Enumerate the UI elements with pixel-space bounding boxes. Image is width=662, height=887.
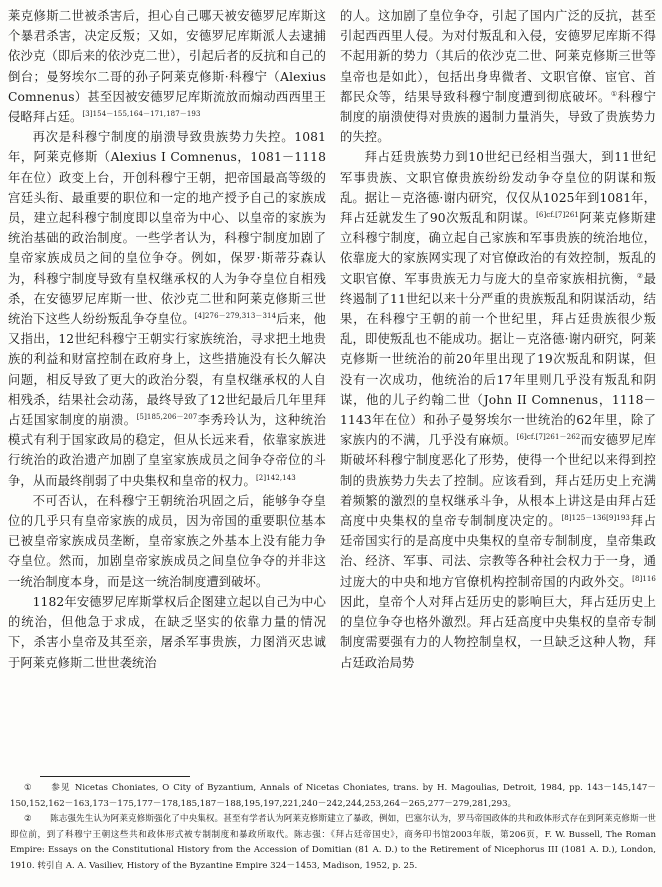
paragraph-text: 拜占廷帝国实行的是高度中央集权的皇帝专制制度，皇帝集政治、经济、军事、司法、宗教等各种社会权力于一身，通过庞大的中央和地方官僚机构控制帝国的内政外交。 [340,514,657,589]
footnote-mark: ① [24,783,32,793]
footnote-ref[interactable]: ② [636,271,644,280]
citation-mark: [3]154－155,164－171,187－193 [82,110,201,119]
paragraph-text: 的人。这加剧了皇位争夺，引起了国内广泛的反抗，甚至引起西西里人侵。为对付叛乱和入侵，安德罗尼库斯不得不起用新的势力（其后的依沙克二世、阿莱克修斯三世等皇帝也是如此），包括出身卑微者、文职官僚、宦官、首都民众等，结果导致科穆宁制度遭到彻底破坏。 [340,9,656,104]
paragraph [8,127,326,491]
citation-mark: [8]125－136[9]193 [561,514,630,523]
paragraph-text: 后来，他又指出，12世纪科穆宁王朝实行家族统治，寻求把土地贵族的利益和财富控制在政府身上，这些措施没有长久解决问题，相反导致了更大的政治分裂，有皇权继承权的人自相残杀，结果社会动荡，最终导致了12世纪最后几年里拜占廷国家制度的崩溃。 [8,312,326,428]
paragraph [340,147,656,672]
right-column [340,6,656,673]
footnote-divider [40,776,190,777]
paragraph [8,6,326,127]
paragraph-text: 1182年安德罗尼库斯掌权后企图建立起以自己为中心的统治，但他急于求成，在缺乏坚实的依靠力量的情况下，杀害小皇帝及其至亲，屠杀军事贵族，力图消灭忠诚于阿莱克修斯二世世袭统治 [8,594,326,670]
footnote-text: 陈志强先生认为阿莱克修斯强化了中央集权。甚至有学者认为阿莱克修斯建立了暴政，例如，巴塞尔认为，罗马帝国政体的共和政体形式存在到阿莱克修斯一世即位前，到了科穆宁王朝这些共和政体形式被专制制度和暴政所取代。陈志强：《拜占廷帝国史》，商务印书馆2003年版，第206页，F. W. Bussell, The Roman Empire: Essays on the Constitutional History from the Accession of Domitian (81 A. D.) to the Retirement of Nicephorus III (1081 A. D.), London, 1910. 转引自 A. A. Vasiliev, History of the Byzantine Empire 324－1453, Madison, 1952, p. 25. [10,814,656,871]
footnote-ref[interactable]: ① [610,89,618,98]
footnotes [10,781,656,874]
paragraph-text: 因此，皇帝个人对拜占廷历史的影响巨大，拜占廷历史上的皇位争夺也格外激烈。拜占廷高度中央集权的皇帝专制制度需要强有力的人物控制皇权，一旦缺乏这种人物，拜占廷政治局势 [340,594,656,670]
citation-mark: [8]116 [632,574,656,583]
citation-mark: [6]cf.[7]261－262 [516,433,581,442]
citation-mark: [4]276－279,313－314 [194,312,277,321]
paragraph-text: 莱克修斯二世被杀害后，担心自己哪天被安德罗尼库斯这个暴君杀害，决定反叛；又如，安德罗尼库斯派人去逮捕依沙克（即后来的依沙克二世），引起后者的反抗和自己的倒台；曼努埃尔二哥的孙子阿莱克修斯·科穆宁（Alexius Comnenus）甚至因被安德罗尼库斯流放而煽动西西里王侵略拜占廷。 [8,9,326,125]
left-column [8,6,326,673]
paragraph-text: 不可否认，在科穆宁王朝统治巩固之后，能够争夺皇位的几乎只有皇帝家族的成员，因为帝国的重要职位基本已被皇帝家族成员垄断，皇帝家族之外基本上没有能力争夺皇位。然而，加剧皇帝家族成员之间皇位争夺的并非这一统治制度本身，而是这一统治制度遭到破坏。 [8,493,326,589]
footnote [10,781,656,812]
paragraph-text: 再次是科穆宁制度的崩溃导致贵族势力失控。1081年，阿莱克修斯（Alexius I Comnenus，1081－1118年在位）政变上台，开创科穆宁王朝，把帝国最高等级的宫廷头衔、最重要的职位和一定的地产授予自己的家族成员，建立起科穆宁制度即以皇帝为中心、以皇帝的家族为统治基础的政治制度。一些学者认为，科穆宁制度加剧了皇帝家族成员之间的皇位争夺。例如，保罗·斯蒂芬森认为，科穆宁制度导致有皇权继承权的人为争夺皇位自相残杀，在安德罗尼库斯一世、依沙克二世和阿莱克修斯三世统治下这些人纷纷叛乱争夺皇位。 [8,130,326,327]
footnote-text: 参见 Nicetas Choniates, O City of Byzantium, Annals of Nicetas Choniates, trans. by H. Magoulias, Detroit, 1984, pp. 143－145,147－150,152,162－163,173－175,177－178,185,187－188,195,197,221,240－242,244,253,264－265,277－279,281,293。 [10,783,656,809]
paragraph-text: 拜占廷贵族势力到10世纪已经相当强大，到11世纪军事贵族、文职官僚贵族纷纷发动争夺皇位的阴谋和叛乱。据让－克洛德·谢内研究，仅仅从1025年到1081年，拜占廷就发生了90次叛乱和阴谋。 [340,150,656,226]
paragraph [8,491,326,592]
footnote [10,812,656,874]
paragraph-text: 阿莱克修斯建立科穆宁制度，确立起自己家族和军事贵族的统治地位，依靠庞大的家族网实现了对官僚政治的有效控制，叛乱的文职官僚、军事贵族无力与庞大的皇帝家族相抗衡， [340,211,656,286]
footnote-mark: ② [24,814,32,824]
citation-mark: [6]cf.[7]261 [536,211,579,220]
paragraph-text: 而安德罗尼库斯破坏科穆宁制度恶化了形势，使得一个世纪以来得到控制的贵族势力失去了控制。应该看到，拜占廷历史上充满着频繁的激烈的皇权继承斗争，从根本上讲这是由拜占廷高度中央集权的皇帝专制制度决定的。 [340,433,657,529]
citation-mark: [2]142,143 [255,473,296,482]
paragraph-text: 最终遏制了11世纪以来十分严重的贵族叛乱和阴谋活动，结果，在科穆宁王朝的前一个世纪里，拜占廷贵族很少叛乱，即使叛乱也不能成功。据让－克洛德·谢内研究，阿莱克修斯一世统治的前20年里出现了19次叛乱和阴谋，但没有一次成功，他统治的后17年里则几乎没有叛乱和阴谋，他的儿子约翰二世（John II Comnenus，1118－1143年在位）和孙子曼努埃尔一世统治的62年里，除了家族内的不满，几乎没有麻烦。 [340,271,656,448]
paragraph [340,6,656,147]
paragraph-text: 科穆宁制度的崩溃使得对贵族的遏制力量消失，导致了贵族势力的失控。 [340,89,656,145]
paragraph [8,592,326,673]
citation-mark: [5]185,206－207 [136,413,198,422]
paragraph-text: 李秀玲认为，这种统治模式有利于国家政局的稳定，但从长远来看，依靠家族进行统治的政治遗产加剧了皇室家族成员之间争夺帝位的斗争，从而最终削弱了中央集权和皇帝的权力。 [8,413,326,488]
